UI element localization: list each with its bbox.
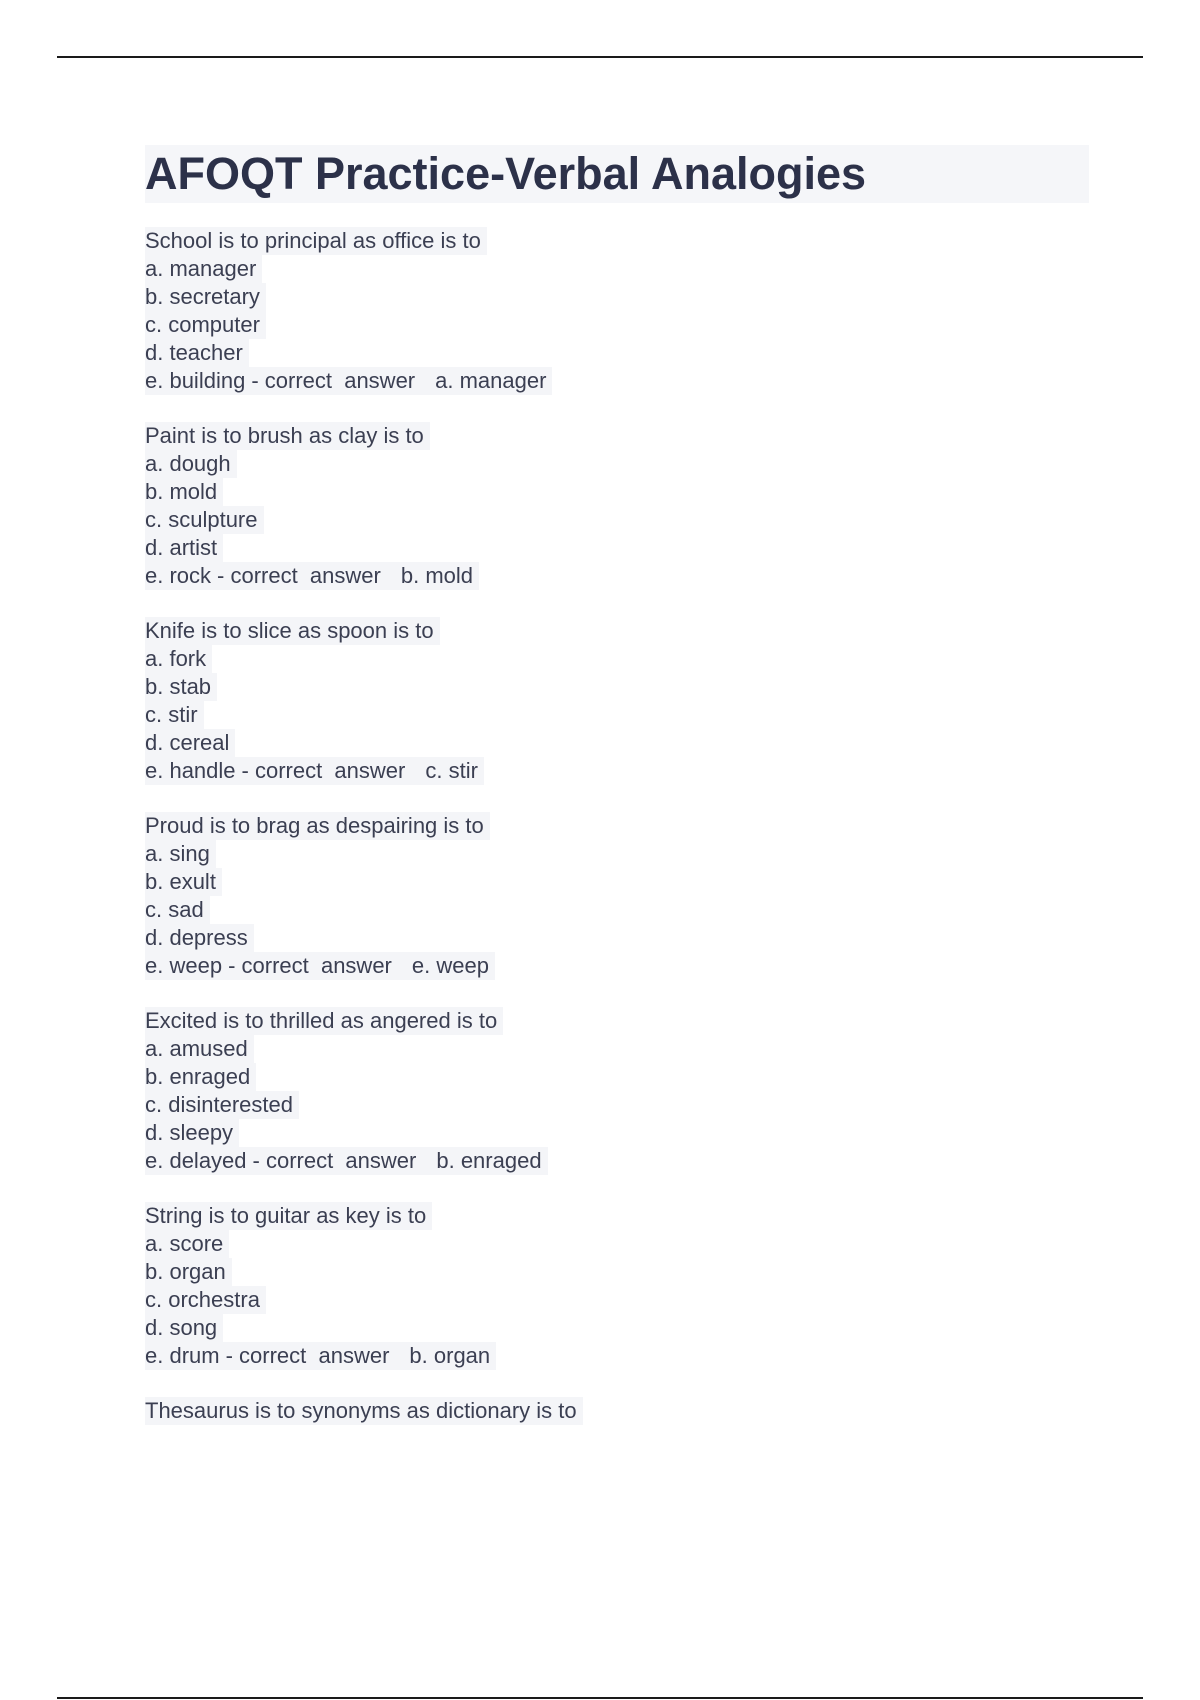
question-4 bbox=[145, 812, 1045, 980]
page-title: AFOQT Practice-Verbal Analogies bbox=[145, 148, 867, 199]
answer-label: - correct answer bbox=[225, 1343, 390, 1368]
question-prompt: Excited is to thrilled as angered is to bbox=[145, 1007, 503, 1035]
option-e: e. drum bbox=[145, 1343, 220, 1368]
question-prompt: Paint is to brush as clay is to bbox=[145, 422, 430, 450]
option-c: c. disinterested bbox=[145, 1091, 299, 1119]
option-a: a. sing bbox=[145, 840, 216, 868]
question-2 bbox=[145, 422, 1045, 590]
option-b: b. secretary bbox=[145, 283, 266, 311]
option-c: c. sad bbox=[145, 896, 210, 924]
option-c: c. computer bbox=[145, 311, 266, 339]
footer-rule bbox=[57, 1697, 1143, 1699]
option-e: e. delayed bbox=[145, 1148, 247, 1173]
option-c: c. stir bbox=[145, 701, 204, 729]
option-b: b. exult bbox=[145, 868, 222, 896]
option-e: e. weep bbox=[145, 953, 223, 978]
option-a: a. score bbox=[145, 1230, 229, 1258]
correct-answer: a. manager bbox=[435, 368, 547, 393]
answer-label: - correct answer bbox=[241, 758, 406, 783]
option-e-with-answer bbox=[145, 757, 484, 785]
option-d: d. cereal bbox=[145, 729, 235, 757]
answer-label: - correct answer bbox=[251, 368, 416, 393]
option-b: b. enraged bbox=[145, 1063, 256, 1091]
question-5 bbox=[145, 1007, 1045, 1175]
option-a: a. manager bbox=[145, 255, 262, 283]
question-prompt: String is to guitar as key is to bbox=[145, 1202, 432, 1230]
correct-answer: e. weep bbox=[411, 953, 489, 978]
option-b: b. mold bbox=[145, 478, 223, 506]
question-prompt: Thesaurus is to synonyms as dictionary is to bbox=[145, 1397, 583, 1425]
option-e: e. handle bbox=[145, 758, 236, 783]
answer-label: - correct answer bbox=[252, 1148, 417, 1173]
option-d: d. artist bbox=[145, 534, 223, 562]
option-b: b. stab bbox=[145, 673, 217, 701]
question-prompt: School is to principal as office is to bbox=[145, 227, 487, 255]
option-a: a. dough bbox=[145, 450, 237, 478]
option-d: d. teacher bbox=[145, 339, 249, 367]
option-e: e. rock bbox=[145, 563, 212, 588]
option-c: c. sculpture bbox=[145, 506, 264, 534]
option-e: e. building bbox=[145, 368, 246, 393]
question-7 bbox=[145, 1397, 1045, 1425]
option-c: c. orchestra bbox=[145, 1286, 266, 1314]
correct-answer: c. stir bbox=[425, 758, 478, 783]
question-6 bbox=[145, 1202, 1045, 1370]
option-e-with-answer bbox=[145, 562, 479, 590]
answer-label: - correct answer bbox=[217, 563, 381, 588]
option-e-with-answer bbox=[145, 367, 552, 395]
correct-answer: b. organ bbox=[409, 1343, 491, 1368]
option-e-with-answer bbox=[145, 1147, 548, 1175]
option-e-with-answer bbox=[145, 952, 495, 980]
option-b: b. organ bbox=[145, 1258, 232, 1286]
option-a: a. amused bbox=[145, 1035, 254, 1063]
option-d: d. depress bbox=[145, 924, 254, 952]
correct-answer: b. enraged bbox=[436, 1148, 542, 1173]
option-d: d. song bbox=[145, 1314, 223, 1342]
questions-list bbox=[145, 227, 1045, 1452]
question-prompt: Knife is to slice as spoon is to bbox=[145, 617, 440, 645]
question-prompt: Proud is to brag as despairing is to bbox=[145, 812, 490, 840]
correct-answer: b. mold bbox=[400, 563, 474, 588]
option-e-with-answer bbox=[145, 1342, 496, 1370]
answer-label: - correct answer bbox=[228, 953, 392, 978]
question-1 bbox=[145, 227, 1045, 395]
option-a: a. fork bbox=[145, 645, 212, 673]
option-d: d. sleepy bbox=[145, 1119, 239, 1147]
question-3 bbox=[145, 617, 1045, 785]
header-rule bbox=[57, 56, 1143, 58]
